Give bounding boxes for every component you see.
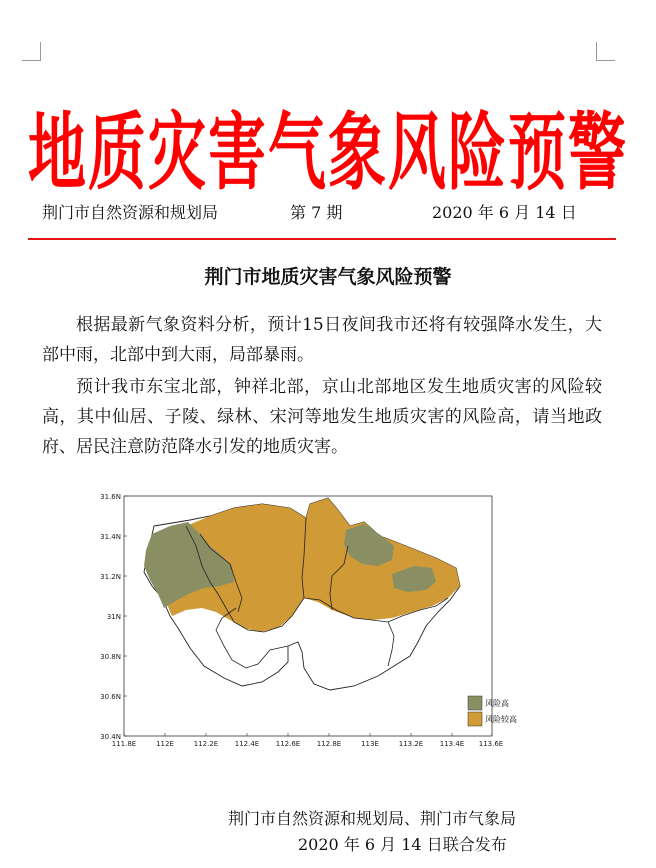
issue-number: 第 7 期 bbox=[290, 203, 343, 222]
issuing-organization: 荆门市自然资源和规划局 bbox=[42, 203, 219, 222]
y-tick-label: 31.2N bbox=[100, 573, 121, 581]
paragraph-forecast: 根据最新气象资料分析，预计15日夜间我市还将有较强降水发生，大部中雨，北部中到大雨，局部暴雨。 bbox=[42, 315, 602, 365]
x-tick-label: 113E bbox=[361, 740, 379, 748]
paragraph-risk: 预计我市东宝北部，钟祥北部，京山北部地区发生地质灾害的风险较高，其中仙居、子陵、绿林、宋河等地发生地质灾害的风险高，请当地政府、居民注意防范降水引发的地质灾害。 bbox=[42, 377, 602, 457]
footer-issuers: 荆门市自然资源和规划局、荆门市气象局 bbox=[228, 809, 517, 828]
x-tick-label: 112E bbox=[156, 740, 174, 748]
risk-map bbox=[92, 490, 517, 752]
x-tick-label: 112.8E bbox=[316, 740, 342, 748]
x-tick-label: 112.6E bbox=[275, 740, 301, 748]
legend-swatch-high bbox=[468, 696, 482, 710]
legend-label-high: 风险高 bbox=[485, 699, 509, 708]
issue-date: 2020 年 6 月 14 日 bbox=[432, 203, 577, 222]
y-tick-label: 30.8N bbox=[100, 653, 121, 661]
x-tick-label: 113.4E bbox=[439, 740, 465, 748]
x-tick-label: 112.2E bbox=[193, 740, 219, 748]
x-tick-label: 113.2E bbox=[398, 740, 424, 748]
x-tick-label: 111.8E bbox=[111, 740, 137, 748]
y-tick-label: 30.6N bbox=[100, 693, 121, 701]
x-tick-label: 112.4E bbox=[234, 740, 260, 748]
legend-swatch-higher bbox=[468, 712, 482, 726]
x-tick-label: 113.6E bbox=[478, 740, 504, 748]
red-divider bbox=[28, 238, 616, 240]
red-banner-title: 地质灾害气象风险预警 bbox=[27, 102, 628, 202]
y-tick-label: 31.4N bbox=[100, 533, 121, 541]
legend-label-higher: 风险较高 bbox=[485, 715, 517, 724]
y-tick-label: 31.6N bbox=[100, 493, 121, 501]
footer-release-date: 2020 年 6 月 14 日联合发布 bbox=[298, 835, 507, 854]
document-title: 荆门市地质灾害气象风险预警 bbox=[204, 266, 452, 288]
y-tick-label: 31N bbox=[106, 613, 121, 621]
risk-map-svg bbox=[92, 490, 517, 752]
y-tick-label: 30.4N bbox=[100, 733, 121, 741]
